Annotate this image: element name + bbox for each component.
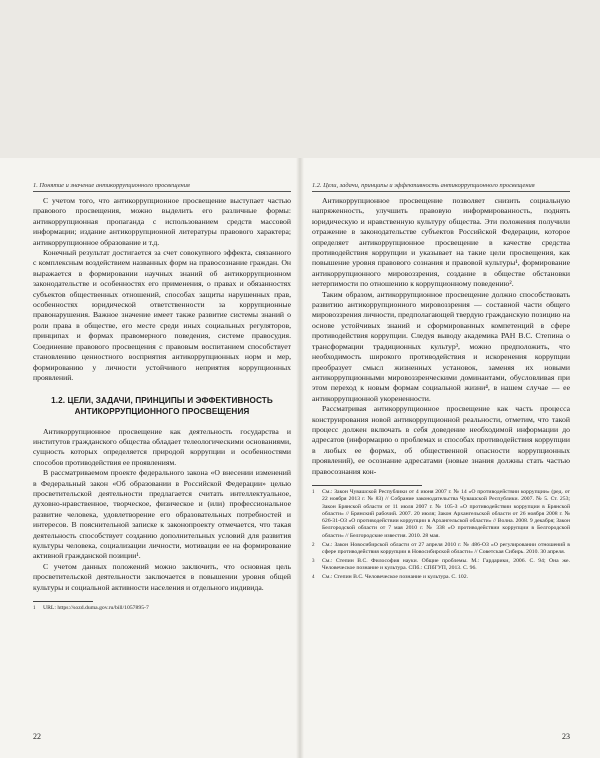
page-number-left: 22 — [33, 732, 41, 741]
footnote — [312, 574, 570, 581]
footnote-text: См.: Закон Чувашской Республики от 4 июня 2007 г. № 14 «О противодействии коррупции» (ред. от 22 ноября 2013 г. № 83) // Собрание законодательства Чувашской Республики. 2007. № 5. Ст. 253; Закон Брянской области от 11 июля 2007 г. № 105-З «О противодействии коррупции в Брянской области» // Брянский рабочий. 2007. 20 июля; Закон Архангельской области от 26 ноября 2008 г. № 626-31-ОЗ «О противодействии коррупции в Архангельской области» // Волна. 2008. 9 декабря; Закон Белгородской области от 7 мая 2010 г. № 338 «О противодействии коррупции в Белгородской области» // Белгородские известия. 2010. 28 мая. — [322, 488, 570, 539]
running-head-right: 1.2. Цели, задачи, принципы и эффективность антикоррупционного просвещения — [312, 182, 570, 192]
right-body — [312, 196, 570, 583]
footnote-text: См.: Степин В.С. Человеческое познание и культура. С. 102. — [322, 573, 469, 580]
page-number-right: 23 — [562, 732, 570, 741]
footnote — [312, 542, 570, 557]
running-head-left: 1. Понятие и значение антикоррупционного просвещения — [33, 182, 291, 192]
paragraph: С учетом того, что антикоррупционное просвещение выступает частью правового просвещения, можно выделить его различные формы: антикоррупционная пропаганда с использованием средств массовой информации; издание антикоррупционной литературы правового характера; антикоррупционное образование и т.д. — [33, 196, 291, 247]
footnote-rule — [33, 601, 93, 602]
footnote — [312, 558, 570, 573]
footnote-number: 3 — [312, 558, 315, 564]
section-heading: 1.2. ЦЕЛИ, ЗАДАЧИ, ПРИНЦИПЫ И ЭФФЕКТИВНОСТЬ АНТИКОРРУПЦИОННОГО ПРОСВЕЩЕНИЯ — [51, 396, 273, 416]
paragraph: Антикоррупционное просвещение позволяет снизить социальную напряженность, улучшить правовую информированность, поднять юридическую и нравственную культуру общества. Эти положения получили отражение в законодательстве субъектов Российской Федерации, которое определяет антикоррупционное просвещение в качестве средства противодействия коррупции и указывает на такие цели просвещения, как повышение уровня правового сознания и правовой культуры¹, формирование антикоррупционного мировоззрения, создание в обществе обстановки нетерпимости по отношению к коррупционному поведению². — [312, 196, 570, 289]
left-body — [33, 196, 291, 614]
footnote-rule — [312, 485, 422, 486]
footnote — [312, 489, 570, 540]
paragraph: С учетом данных положений можно заключить, что основная цель просветительской деятельности заключается в повышении уровня общей культуры и социальной активности населения и отдельного индивида. — [33, 561, 291, 592]
paragraph: Конечный результат достигается за счет совокупного эффекта, связанного с комплексным воздействием названных форм на правосознание граждан. Он выражается в формировании научных знаний об антикоррупционном законодательстве и особенностях его применения, о правах и обязанностях субъектов общественных отношений, способах защиты нарушенных прав, особенностях юридической ответственности за коррупционные правонарушения. Важное значение имеет также развитие системы знаний о роли права в обществе, его месте среди иных социальных регуляторов, принципах и формах правомерного поведения, системе правосудия. Соединение правового просвещения с правовым воспитанием способствует становлению ценностного восприятия антикоррупционных норм и мер, формированию у личности устойчивого неприятия коррупционных проявлений. — [33, 248, 291, 382]
footnote-number: 4 — [312, 574, 315, 580]
footnote-text: См.: Степин В.С. Философия науки. Общие проблемы. М.: Гардарики, 2006. С. 94; Она же. Человеческое познание и культура. СПб.: СПбГУП, 2013. С. 96. — [322, 557, 570, 571]
footnote-text: См.: Закон Новосибирской области от 27 апреля 2010 г. № 486-ОЗ «О регулировании отношений в сфере противодействия коррупции в Новосибирской области» // Советская Сибирь. 2010. 30 апреля. — [322, 541, 570, 555]
footnote-number: 2 — [312, 542, 315, 548]
footnote-text: URL: https://sozd.duma.gov.ru/bill/1057895-7 — [43, 605, 149, 611]
footnote — [33, 605, 291, 612]
book-gutter — [296, 158, 304, 758]
footnote-number: 1 — [33, 606, 36, 611]
paragraph: Рассматривая антикоррупционное просвещение как часть процесса конструирования новой антикоррупционной реальности, отметим, что такой процесс должен включать в себя доведение необходимой информации до адресатов (информацию о проблемах и способах противодействия коррупции в любых ее формах, об общественной опасности коррупционных проявлений), ее осознание адресатами (новые знания должны стать частью правосознания кон- — [312, 404, 570, 476]
paragraph: Таким образом, антикоррупционное просвещение должно способствовать развитию антикоррупционного мировоззрения — составной части общего мировоззрения личности, предполагающей твердую гражданскую позицию на основе устойчивых знаний и сформированных компетенций в сфере противодействия коррупции. Следуя выводу академика РАН В.С. Степина о трансформации традиционных культур³, можно предположить, что необходимость широкого противодействия и искоренения коррупции преобразует смысл жизненных установок, заменяя их новыми антикоррупционными мировоззренческими доминантами, обусловливая при этом переход к новым формам социальной жизни⁴, в нашем случае — ее антикоррупционной укорененности. — [312, 289, 570, 403]
footnote-number: 1 — [312, 489, 315, 495]
paragraph: В рассматриваемом проекте федерального закона «О внесении изменений в Федеральный закон «Об образовании в Российской Федерации» целью просветительской деятельности предлагается считать интеллектуальное, духовно-нравственное, творческое, физическое и (или) профессиональное развитие человека, удовлетворение его образовательных потребностей и интересов. В пояснительной записке к законопроекту отмечается, что такая деятельность способствует созданию дополнительных условий для развития культуры человека, социализации личности, мотивации ее на формирование активной гражданской позиции¹. — [33, 468, 291, 561]
paragraph: Антикоррупционное просвещение как деятельность государства и институтов гражданского общества обладает телеологическими основаниями, сущность которых определяется природой коррупции и особенностями способов противодействия ее проявлениям. — [33, 426, 291, 467]
